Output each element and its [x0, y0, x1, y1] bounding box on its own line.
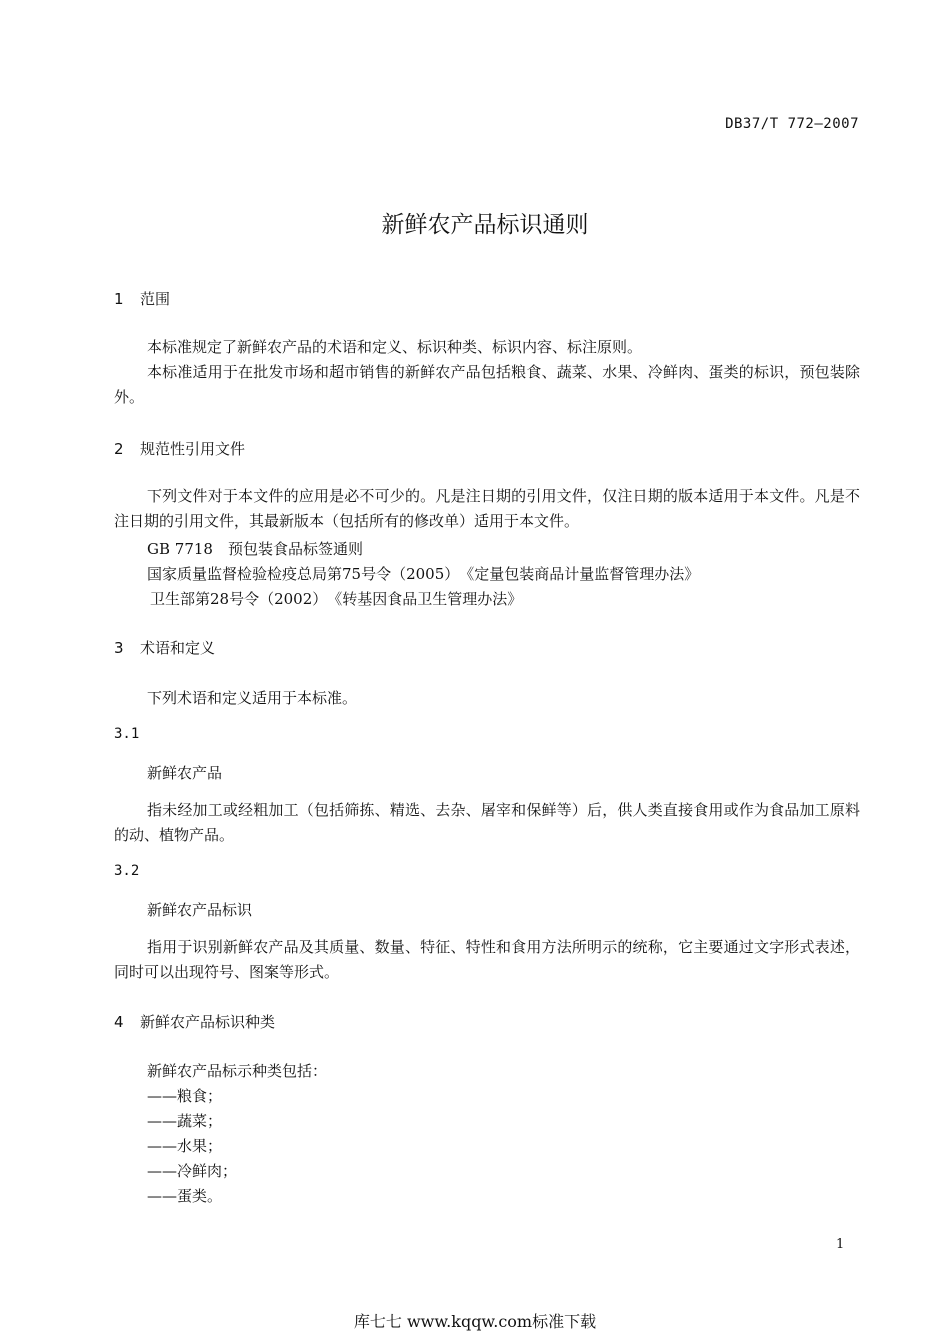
section-4-number: 4 — [114, 1013, 124, 1031]
subsection-3-2-number: 3.2 — [114, 863, 140, 879]
document-title: 新鲜农产品标识通则 — [381, 212, 589, 238]
section-4-heading — [114, 1011, 275, 1032]
definition-3-1: 指未经加工或经粗加工（包括筛拣、精选、去杂、屠宰和保鲜等）后，供人类直接食用或作为食品加工原料的动、植物产品。 — [114, 801, 860, 844]
section-4-intro: 新鲜农产品标示种类包括： — [147, 1062, 328, 1080]
section-2-para: 下列文件对于本文件的应用是必不可少的。凡是注日期的引用文件，仅注日期的版本适用于本文件。凡是不注日期的引用文件，其最新版本（包括所有的修改单）适用于本文件。 — [114, 487, 860, 530]
term-3-2: 新鲜农产品标识 — [147, 901, 253, 919]
list-item: ——蔬菜； — [147, 1112, 223, 1130]
footer-watermark: 库七七 www.kqqw.com标准下载 — [353, 1312, 597, 1331]
section-2-heading — [114, 438, 245, 459]
subsection-3-1-number: 3.1 — [114, 726, 140, 742]
list-item: ——粮食； — [147, 1087, 223, 1105]
standard-code: DB37/T 772—2007 — [725, 116, 859, 132]
list-item: ——水果； — [147, 1137, 223, 1155]
section-3-title: 术语和定义 — [140, 639, 216, 657]
reference-item: 国家质量监督检验检疫总局第75号令（2005） 《定量包装商品计量监督管理办法》 — [147, 565, 700, 583]
reference-item: GB 7718 预包装食品标签通则 — [147, 540, 363, 558]
section-3-intro: 下列术语和定义适用于本标准。 — [147, 689, 358, 707]
list-item: ——冷鲜肉； — [147, 1162, 238, 1180]
section-3-number: 3 — [114, 639, 124, 657]
section-3-heading — [114, 637, 215, 658]
section-1-para-2: 本标准适用于在批发市场和超市销售的新鲜农产品包括粮食、蔬菜、水果、冷鲜肉、蛋类的标识，预包装除外。 — [114, 363, 860, 406]
page-number: 1 — [836, 1237, 845, 1252]
section-1-number: 1 — [114, 290, 124, 308]
reference-item: 卫生部第28号令（2002） 《转基因食品卫生管理办法》 — [150, 590, 523, 608]
section-2-number: 2 — [114, 440, 124, 458]
term-3-1: 新鲜农产品 — [147, 764, 223, 782]
section-1-title: 范围 — [140, 290, 171, 308]
section-1-heading — [114, 288, 170, 309]
list-item: ——蛋类。 — [147, 1187, 223, 1205]
section-1-para-1: 本标准规定了新鲜农产品的术语和定义、标识种类、标识内容、标注原则。 — [147, 338, 643, 356]
definition-3-2: 指用于识别新鲜农产品及其质量、数量、特征、特性和食用方法所明示的统称，它主要通过文字形式表述，同时可以出现符号、图案等形式。 — [114, 938, 860, 981]
section-4-title: 新鲜农产品标识种类 — [140, 1013, 276, 1031]
section-2-title: 规范性引用文件 — [140, 440, 246, 458]
